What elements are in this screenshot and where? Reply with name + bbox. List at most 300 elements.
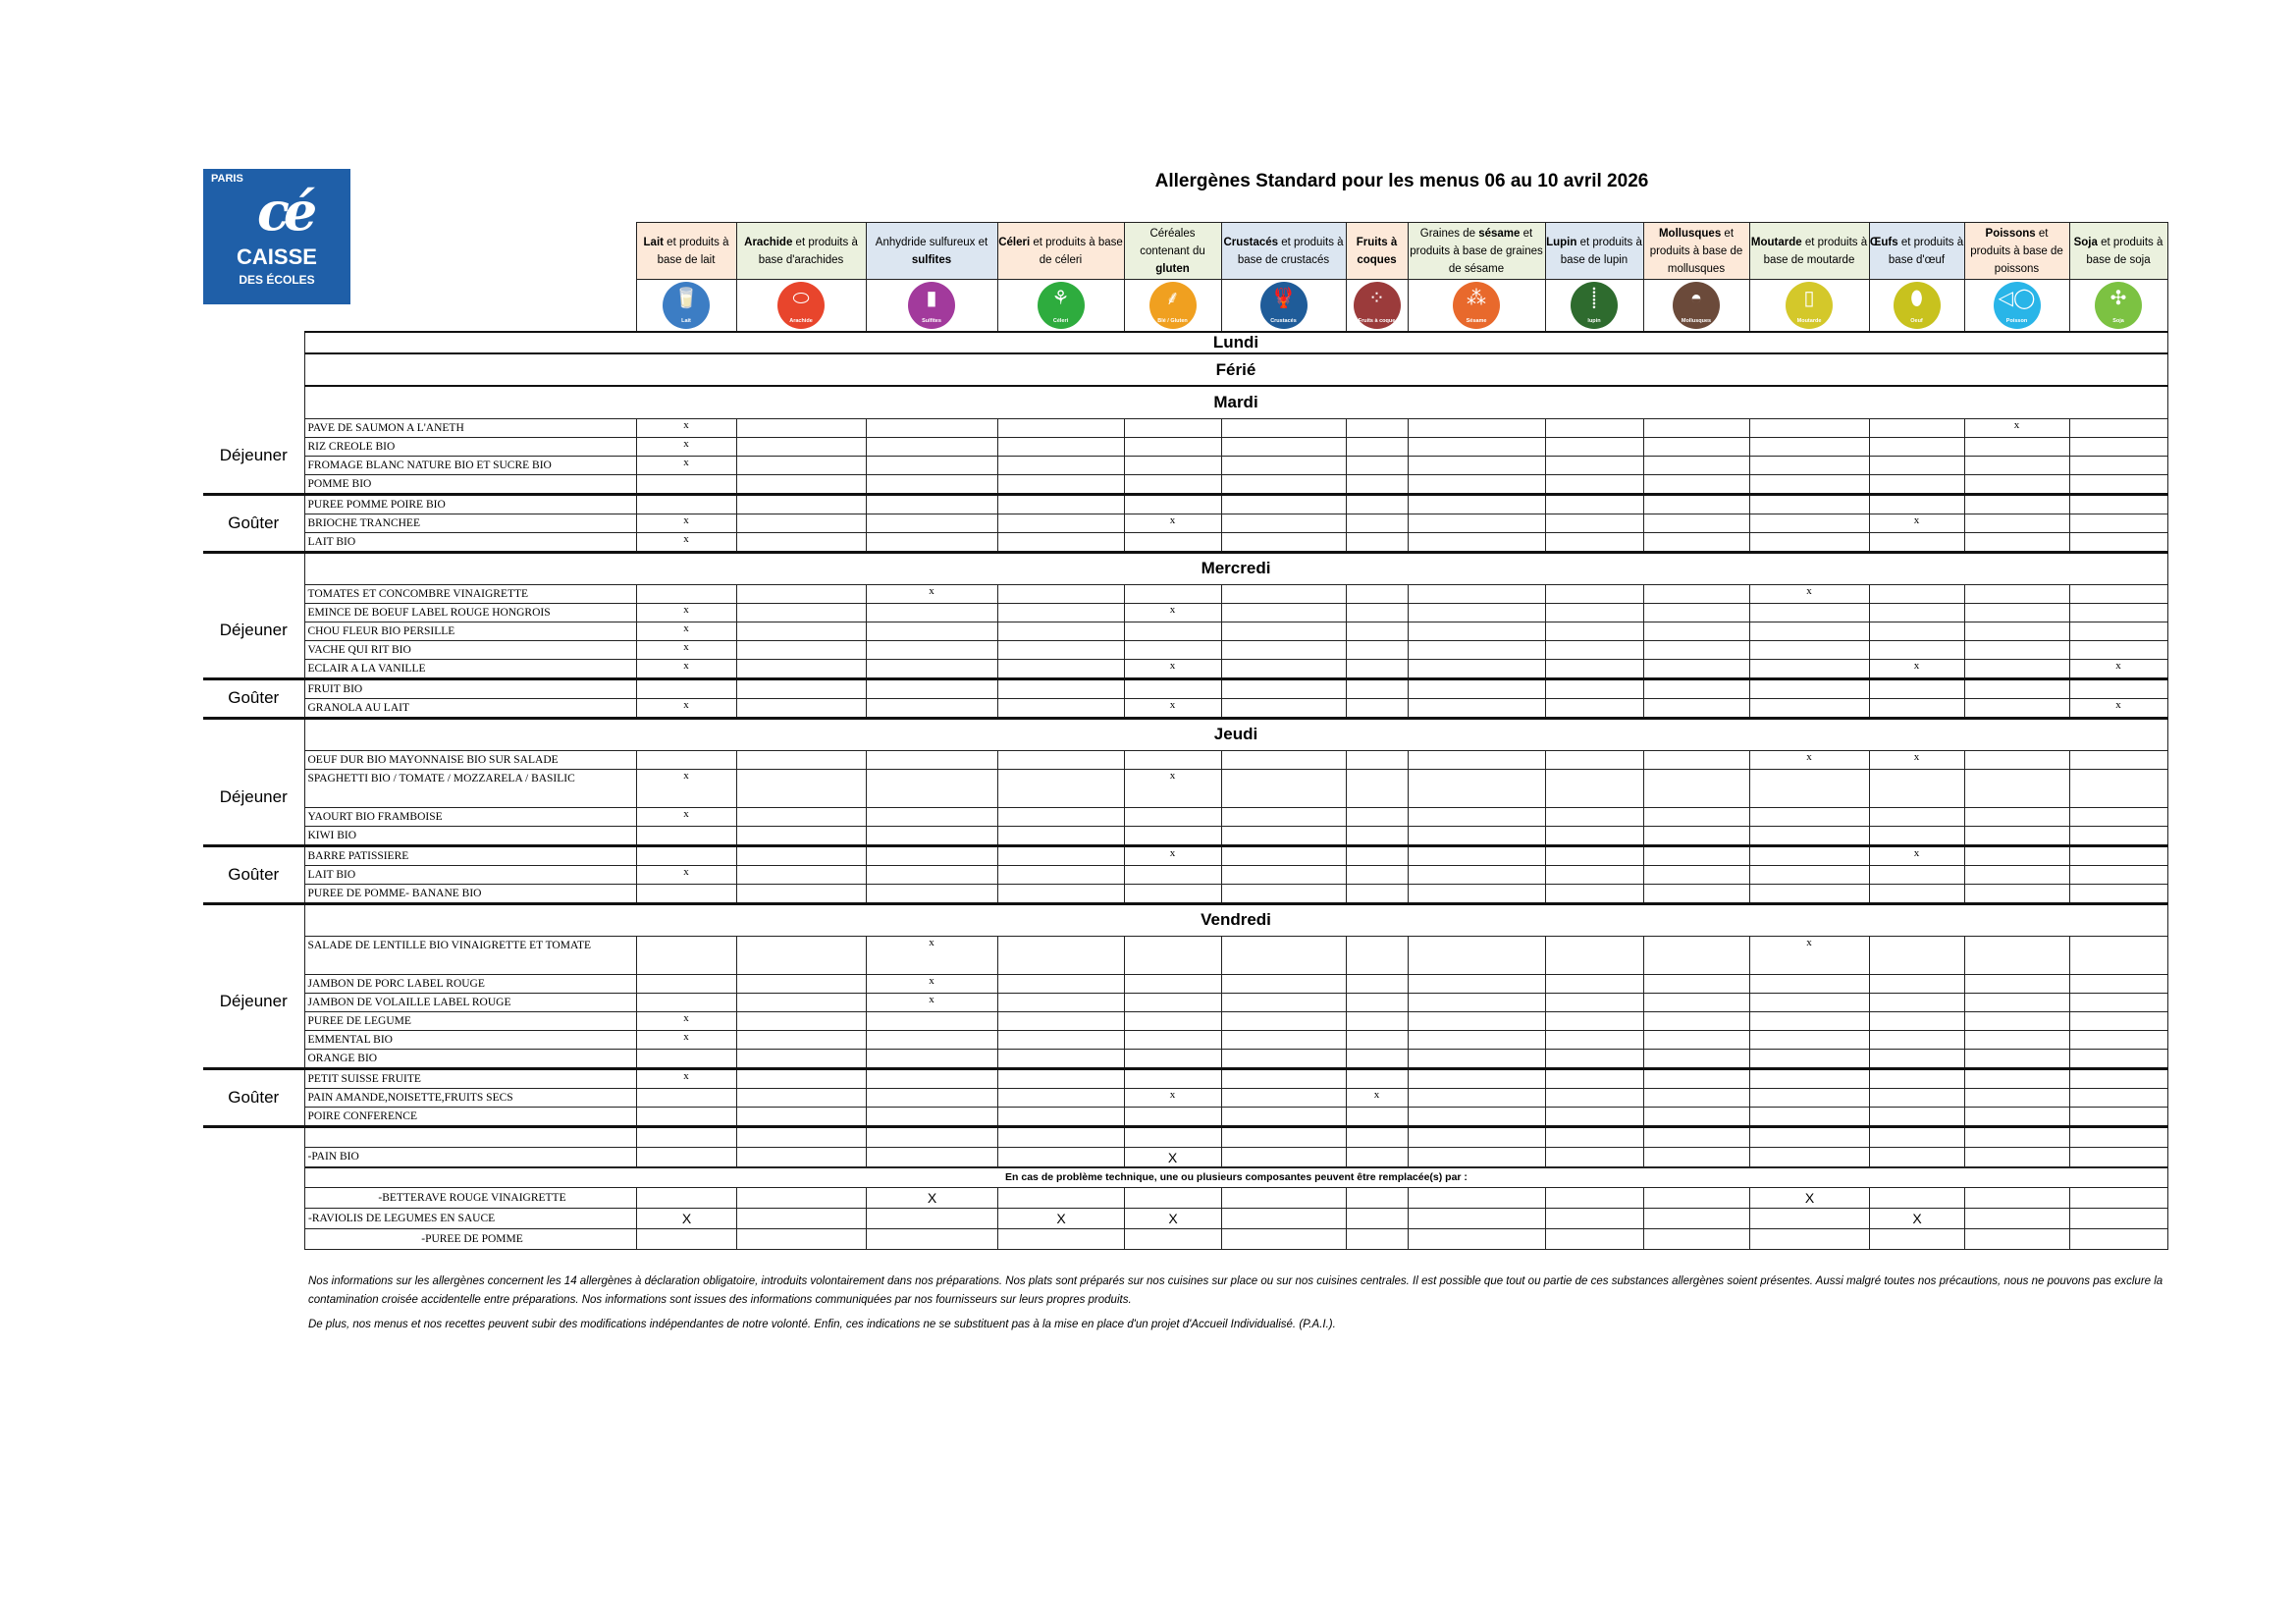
icon-glyph: ⁂ (1467, 288, 1486, 309)
allergen-cell (1643, 1030, 1749, 1049)
shell-icon (1673, 282, 1720, 329)
allergen-cell (997, 640, 1124, 659)
allergen-cell (1749, 865, 1869, 884)
allergen-cell (1221, 603, 1346, 622)
allergen-mark: X (1870, 1209, 1965, 1229)
allergen-cell (997, 418, 1124, 437)
allergen-cell (1221, 769, 1346, 807)
meal-label: Goûter (203, 845, 304, 903)
allergen-cell (1749, 514, 1869, 532)
allergen-cell (2069, 1126, 2167, 1147)
allergen-cell (1869, 1126, 1964, 1147)
icon-glyph: ⁘ (1368, 288, 1385, 309)
allergen-cell (1346, 1126, 1408, 1147)
allergen-cell (1408, 769, 1545, 807)
day-name-2: Mardi (304, 386, 2167, 418)
allergen-cell (997, 1107, 1124, 1126)
allergen-mark: x (866, 584, 997, 603)
allergen-mark: x (636, 1011, 736, 1030)
allergen-cell (1964, 1011, 2069, 1030)
allergen-cell (1346, 1147, 1408, 1167)
table-row (203, 698, 2167, 718)
allergen-cell (997, 807, 1124, 826)
allergen-mark: X (637, 1209, 737, 1229)
allergen-mark: x (1749, 936, 1869, 974)
table-row (203, 659, 2167, 678)
allergen-cell (1749, 1068, 1869, 1088)
allergen-cell (1125, 1188, 1222, 1209)
allergen-cell (1749, 1147, 1869, 1167)
allergen-cell (1124, 826, 1221, 845)
item-name: SPAGHETTI BIO / TOMATE / MOZZARELA / BASILIC (304, 769, 636, 807)
item-name: POIRE CONFERENCE (304, 1107, 636, 1126)
allergen-header-lait (636, 223, 736, 280)
allergen-cell (1545, 750, 1643, 769)
allergen-mark: x (636, 698, 736, 718)
allergen-cell (1643, 750, 1749, 769)
allergen-cell (1346, 474, 1408, 494)
allergen-cell (866, 494, 997, 514)
allergen-name-bold: sésame (1478, 227, 1521, 240)
allergen-mark: X (1750, 1188, 1870, 1209)
allergen-cell (1749, 622, 1869, 640)
allergen-cell (1869, 584, 1964, 603)
allergen-cell (866, 532, 997, 552)
allergen-cell (1125, 1229, 1222, 1250)
allergen-cell (1346, 603, 1408, 622)
allergen-mark: x (866, 936, 997, 974)
allergen-cell (1408, 640, 1545, 659)
allergen-cell (1545, 678, 1643, 698)
allergen-name-pre: Anhydride sulfureux et (875, 236, 988, 248)
allergen-cell (1964, 1049, 2069, 1068)
allergen-cell (1643, 640, 1749, 659)
allergen-cell (1221, 678, 1346, 698)
allergen-cell (1408, 418, 1545, 437)
table-row (203, 826, 2167, 845)
allergen-mark: x (1346, 1088, 1408, 1107)
allergen-cell (736, 769, 866, 807)
allergen-icon-cell (997, 280, 1124, 333)
day-name-3: Mercredi (304, 552, 2167, 584)
table-row (203, 1088, 2167, 1107)
item-name: EMINCE DE BOEUF LABEL ROUGE HONGROIS (304, 603, 636, 622)
allergen-cell (1869, 884, 1964, 903)
logo-mark-text: cé (257, 180, 312, 243)
item-name: FRUIT BIO (304, 678, 636, 698)
allergen-cell (1749, 974, 1869, 993)
allergen-cell (1749, 437, 1869, 456)
allergen-cell (1124, 437, 1221, 456)
allergen-cell (1964, 1147, 2069, 1167)
allergen-cell (866, 1126, 997, 1147)
allergen-cell (2069, 974, 2167, 993)
day-row (203, 903, 2167, 936)
allergen-header-moutarde (1749, 223, 1869, 280)
allergen-cell (736, 750, 866, 769)
allergen-cell (1408, 678, 1545, 698)
allergen-cell (2069, 769, 2167, 807)
allergen-mark: X (867, 1188, 998, 1209)
allergen-cell (1408, 1030, 1545, 1049)
allergen-cell (1347, 1209, 1409, 1229)
allergen-cell (866, 640, 997, 659)
allergen-cell (1124, 456, 1221, 474)
icon-glyph: ⸽ (1591, 288, 1597, 309)
item-name: LAIT BIO (304, 865, 636, 884)
allergen-cell (1222, 1229, 1347, 1250)
allergen-cell (736, 659, 866, 678)
allergen-cell (1221, 1107, 1346, 1126)
allergen-name-post: et produits à base de graines de sésame (1410, 227, 1543, 275)
meal-label: Déjeuner (203, 584, 304, 678)
allergen-cell (2069, 1030, 2167, 1049)
allergen-cell (1408, 845, 1545, 865)
allergen-cell (637, 1188, 737, 1209)
allergen-cell (1545, 494, 1643, 514)
allergen-mark: x (1869, 845, 1964, 865)
table-row (203, 678, 2167, 698)
allergen-name-post: et produits à base de poissons (1970, 227, 2063, 275)
day-row (203, 552, 2167, 584)
item-name: PUREE POMME POIRE BIO (304, 494, 636, 514)
allergen-cell (1869, 603, 1964, 622)
allergen-header-fruits-coque (1346, 223, 1408, 280)
allergen-cell (736, 865, 866, 884)
allergen-cell (1409, 1188, 1546, 1209)
allergen-cell (866, 769, 997, 807)
meal-label: Déjeuner (203, 750, 304, 845)
allergen-cell (1643, 884, 1749, 903)
icon-label: Moutarde (1796, 318, 1822, 324)
allergen-cell (2069, 584, 2167, 603)
allergen-name-post: et produits à base de moutarde (1763, 236, 1868, 266)
allergen-cell (1749, 1088, 1869, 1107)
allergen-cell (1869, 974, 1964, 993)
allergen-cell (1545, 1049, 1643, 1068)
allergen-cell (736, 584, 866, 603)
allergen-cell (1346, 993, 1408, 1011)
allergen-cell (736, 622, 866, 640)
allergen-cell (636, 884, 736, 903)
item-name: -RAVIOLIS DE LEGUMES EN SAUCE (305, 1209, 637, 1229)
allergen-cell (1408, 1147, 1545, 1167)
allergen-cell (1750, 1229, 1870, 1250)
allergen-cell (2069, 532, 2167, 552)
allergen-cell (1545, 698, 1643, 718)
allergen-cell (997, 845, 1124, 865)
allergen-name-post: et produits à base d'œuf (1888, 236, 1964, 266)
allergen-cell (736, 698, 866, 718)
item-name: GRANOLA AU LAIT (304, 698, 636, 718)
icon-glyph: ◁◯ (1998, 288, 2036, 309)
allergen-cell (1643, 1107, 1749, 1126)
allergen-cell (1124, 532, 1221, 552)
allergen-header-crustac-s (1221, 223, 1346, 280)
allergen-cell (1124, 678, 1221, 698)
allergen-mark: x (636, 622, 736, 640)
allergen-cell (636, 1049, 736, 1068)
allergen-cell (1346, 769, 1408, 807)
allergen-cell (867, 1229, 998, 1250)
allergen-name-bold: Crustacés (1223, 236, 1279, 248)
allergen-cell (1546, 1229, 1644, 1250)
allergen-cell (1643, 865, 1749, 884)
allergen-cell (1346, 514, 1408, 532)
allergen-name-post: et produits à base de lupin (1560, 236, 1642, 266)
meal-label: Goûter (203, 1068, 304, 1126)
allergen-cell (1408, 584, 1545, 603)
allergen-cell (866, 845, 997, 865)
item-name: ECLAIR A LA VANILLE (304, 659, 636, 678)
allergen-name-post: et produits à base de lait (657, 236, 729, 266)
item-name: CHOU FLEUR BIO PERSILLE (304, 622, 636, 640)
icon-label: Soja (2112, 318, 2124, 324)
allergen-header-sulfites (866, 223, 997, 280)
allergen-cell (1346, 826, 1408, 845)
icon-glyph: ▮ (926, 288, 937, 309)
allergen-cell (1408, 1107, 1545, 1126)
meal-label: Goûter (203, 494, 304, 552)
allergen-mark: x (636, 532, 736, 552)
allergen-cell (866, 1049, 997, 1068)
allergen-cell (1964, 437, 2069, 456)
allergen-cell (736, 845, 866, 865)
allergen-cell (1643, 659, 1749, 678)
allergen-cell (1964, 1088, 2069, 1107)
allergen-name-bold: Moutarde (1750, 236, 1802, 248)
allergen-icon-cell (636, 280, 736, 333)
allergen-cell (736, 1126, 866, 1147)
allergen-cell (1870, 1229, 1965, 1250)
disclaimer-notes (308, 1272, 2173, 1340)
allergen-mark: x (636, 769, 736, 807)
allergen-cell (1221, 494, 1346, 514)
allergen-cell (2069, 750, 2167, 769)
allergen-cell (2069, 993, 2167, 1011)
allergen-mark: x (636, 456, 736, 474)
fish-icon (1994, 282, 2041, 329)
allergen-cell (997, 678, 1124, 698)
allergen-cell (1545, 418, 1643, 437)
allergen-name-post: et produits à base de mollusques (1649, 227, 1743, 275)
allergen-cell (1545, 437, 1643, 456)
allergen-cell (866, 659, 997, 678)
allergen-cell (1643, 603, 1749, 622)
allergen-cell (997, 1068, 1124, 1088)
table-row (305, 1209, 2168, 1229)
icon-label: lupin (1587, 318, 1601, 324)
allergen-cell (1222, 1188, 1347, 1209)
allergen-cell (1545, 1011, 1643, 1030)
icon-glyph: ⚘ (1051, 288, 1070, 309)
allergen-cell (866, 750, 997, 769)
allergen-name-bold: gluten (1155, 262, 1190, 275)
allergen-cell (1545, 1126, 1643, 1147)
meal-label: Goûter (203, 678, 304, 718)
allergen-icon-cell (1869, 280, 1964, 333)
allergen-cell (1221, 514, 1346, 532)
allergen-cell (1869, 826, 1964, 845)
substitution-header-row (305, 1167, 2168, 1188)
allergen-cell (1408, 532, 1545, 552)
allergen-cell (1643, 456, 1749, 474)
egg-icon (1894, 282, 1941, 329)
allergen-cell (2069, 678, 2167, 698)
item-name: -PAIN BIO (304, 1147, 636, 1167)
allergen-mark: x (2069, 698, 2167, 718)
allergen-cell (1644, 1209, 1750, 1229)
allergen-cell (1346, 936, 1408, 974)
allergen-cell (1545, 826, 1643, 845)
milk-icon (663, 282, 710, 329)
allergen-cell (1545, 514, 1643, 532)
allergen-mark: x (1869, 514, 1964, 532)
allergen-cell (1221, 1126, 1346, 1147)
allergen-cell (1749, 494, 1869, 514)
allergen-icon-cell (1964, 280, 2069, 333)
allergen-name-bold: Lupin (1546, 236, 1577, 248)
icon-label: Sésame (1466, 318, 1487, 324)
icon-glyph: ⬮ (1910, 288, 1923, 309)
allergen-cell (1347, 1188, 1409, 1209)
allergen-cell (1545, 1107, 1643, 1126)
allergen-cell (636, 1107, 736, 1126)
allergen-cell (1546, 1188, 1644, 1209)
allergen-icon-cell (1408, 280, 1545, 333)
allergen-cell (1545, 769, 1643, 807)
allergen-icon-row (203, 280, 2167, 333)
wheat-icon (1149, 282, 1197, 329)
allergen-cell (2069, 826, 2167, 845)
allergen-cell (1347, 1229, 1409, 1250)
allergen-cell (1643, 1011, 1749, 1030)
allergen-header-bl-gluten (1124, 223, 1221, 280)
allergen-cell (1346, 807, 1408, 826)
allergen-cell (1643, 1147, 1749, 1167)
note-1: Nos informations sur les allergènes concernent les 14 allergènes à déclaration obligatoire, introduits volontairement dans nos préparations. Nos plats sont préparés sur nos cuisines sur place ou sur nos cuisines centrales. Il est possible que tout ou partie de ces substances allergènes soient présentes. Aussi malgré toutes nos précautions, nous ne pouvons pas exclure la contamination croisée accidentelle entre préparations. Nos informations sont issues des informations communiquées par nos fournisseurs sur leurs propres produits. (308, 1275, 2163, 1306)
allergen-cell (2069, 1088, 2167, 1107)
item-name: BRIOCHE TRANCHEE (304, 514, 636, 532)
table-row (203, 622, 2167, 640)
allergen-name-bold: Poissons (1985, 227, 2036, 240)
allergen-cell (867, 1209, 998, 1229)
allergen-header-mollusques (1643, 223, 1749, 280)
allergen-cell (636, 678, 736, 698)
allergen-cell (1869, 474, 1964, 494)
allergen-cell (1124, 622, 1221, 640)
allergen-cell (1408, 865, 1545, 884)
table-row (203, 974, 2167, 993)
allergen-cell (1644, 1188, 1750, 1209)
allergen-cell (1408, 1088, 1545, 1107)
allergen-icon-cell (1221, 280, 1346, 333)
item-name: -BETTERAVE ROUGE VINAIGRETTE (305, 1188, 637, 1209)
allergen-cell (2069, 845, 2167, 865)
allergen-cell (636, 826, 736, 845)
allergen-cell (1408, 884, 1545, 903)
allergen-header-s-same (1408, 223, 1545, 280)
allergen-mark: x (1124, 698, 1221, 718)
allergen-cell (866, 1107, 997, 1126)
allergen-cell (997, 1126, 1124, 1147)
allergen-cell (1964, 532, 2069, 552)
table-row (203, 750, 2167, 769)
allergen-cell (737, 1188, 867, 1209)
table-row (203, 437, 2167, 456)
allergen-mark: x (1749, 750, 1869, 769)
allergen-cell (1545, 456, 1643, 474)
allergen-mark: x (636, 1030, 736, 1049)
item-name: SALADE DE LENTILLE BIO VINAIGRETTE ET TOMATE (304, 936, 636, 974)
allergen-cell (866, 1030, 997, 1049)
allergen-cell (637, 1229, 737, 1250)
allergen-header-lupin (1545, 223, 1643, 280)
allergen-cell (1749, 884, 1869, 903)
allergen-mark: x (636, 1068, 736, 1088)
allergen-cell (1221, 456, 1346, 474)
allergen-cell (1222, 1209, 1347, 1229)
icon-label: Arachide (789, 318, 813, 324)
allergen-cell (1124, 1049, 1221, 1068)
allergen-cell (736, 1068, 866, 1088)
allergen-cell (1346, 750, 1408, 769)
allergen-name-bold: Lait (643, 236, 664, 248)
allergen-cell (1869, 865, 1964, 884)
table-row (203, 584, 2167, 603)
allergen-cell (1643, 418, 1749, 437)
allergen-cell (1221, 845, 1346, 865)
allergen-cell (2069, 603, 2167, 622)
allergen-cell (1346, 659, 1408, 678)
allergen-cell (1869, 456, 1964, 474)
allergen-cell (1346, 1011, 1408, 1030)
sesame-icon (1453, 282, 1500, 329)
icon-glyph: ⸙ (1165, 288, 1180, 309)
allergen-name-bold: Arachide (744, 236, 793, 248)
logo-line1: CAISSE (237, 244, 317, 269)
allergen-cell (1124, 640, 1221, 659)
table-row (203, 456, 2167, 474)
allergen-cell (1749, 659, 1869, 678)
allergen-cell (1869, 418, 1964, 437)
allergen-cell (2070, 1209, 2168, 1229)
allergen-cell (997, 474, 1124, 494)
allergen-cell (1749, 845, 1869, 865)
allergen-cell (1408, 698, 1545, 718)
allergen-cell (1221, 993, 1346, 1011)
allergen-cell (1964, 456, 2069, 474)
allergen-cell (1124, 936, 1221, 974)
allergen-icon-cell (866, 280, 997, 333)
allergen-cell (1346, 456, 1408, 474)
allergen-cell (1346, 532, 1408, 552)
allergen-cell (997, 456, 1124, 474)
allergen-cell (2070, 1229, 2168, 1250)
icon-glyph: 🥛 (673, 288, 699, 309)
allergen-cell (1124, 1011, 1221, 1030)
allergen-cell (1221, 659, 1346, 678)
item-name: PAIN AMANDE,NOISETTE,FRUITS SECS (304, 1088, 636, 1107)
table-row (203, 1107, 2167, 1126)
allergen-cell (1749, 418, 1869, 437)
allergen-cell (1643, 532, 1749, 552)
allergen-cell (997, 974, 1124, 993)
allergen-cell (1964, 1107, 2069, 1126)
allergen-cell (1124, 750, 1221, 769)
allergen-cell (866, 698, 997, 718)
allergen-cell (736, 456, 866, 474)
